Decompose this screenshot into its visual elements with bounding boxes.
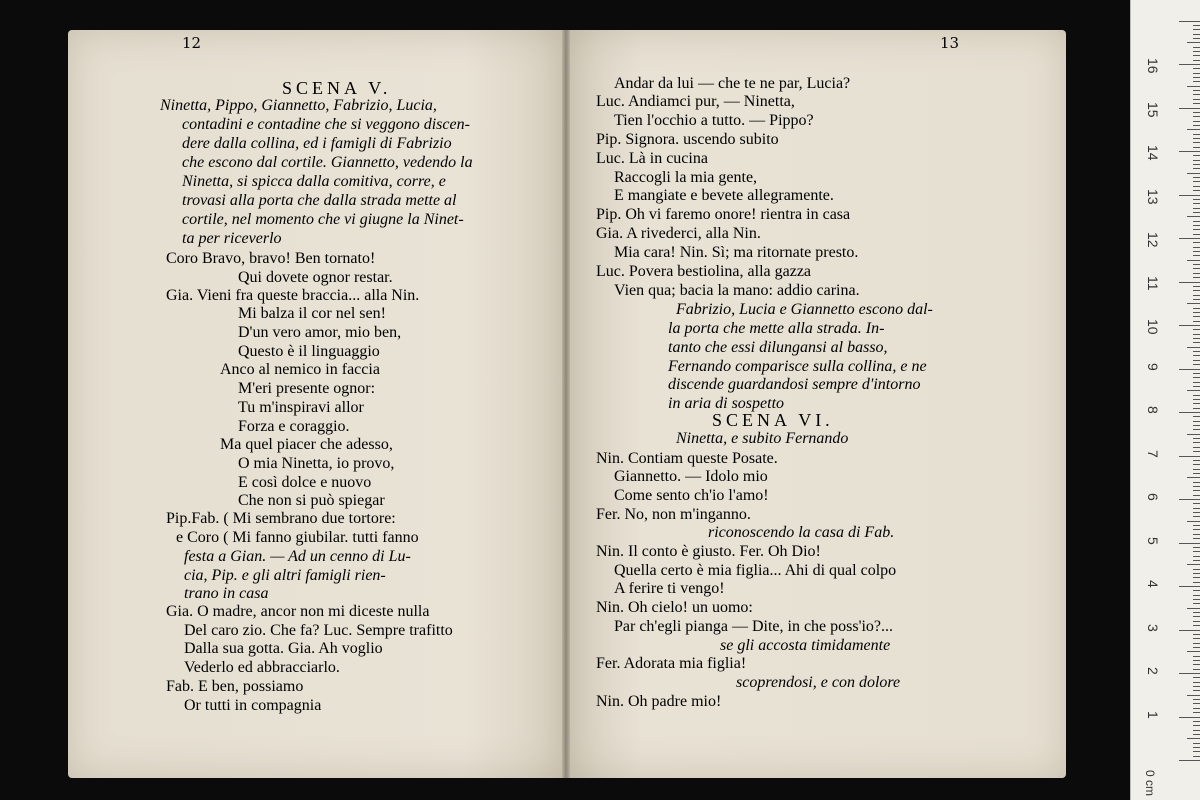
ruler-tick [1193,225,1200,226]
ruler-number: 9 [1145,362,1161,371]
right-text-line: Tien l'occhio a tutto. — Pippo? [614,112,814,129]
ruler-tick [1193,582,1200,583]
ruler-tick [1193,155,1200,156]
ruler-tick [1193,573,1200,574]
ruler-tick [1193,395,1200,396]
left-text-line: Anco al nemico in faccia [220,361,380,378]
right-text-line: Luc. Là in cucina [596,150,708,167]
ruler-tick [1193,177,1200,178]
ruler-tick [1193,416,1200,417]
ruler-tick [1193,355,1200,356]
left-text-line: Or tutti in compagnia [184,697,322,714]
ruler-tick [1193,408,1200,409]
ruler-tick [1193,229,1200,230]
left-text-line: Che non si può spiegar [238,492,385,509]
left-text-line: Ma quel piacer che adesso, [220,436,393,453]
ruler-tick [1193,386,1200,387]
ruler-number: 11 [1145,275,1161,291]
ruler-tick [1193,264,1200,265]
ruler-tick [1193,512,1200,513]
ruler-tick [1193,399,1200,400]
right-text-line: Come sento ch'io l'amo! [614,487,769,504]
left-text-line: Mi balza il cor nel sen! [238,305,386,322]
ruler-tick [1193,529,1200,530]
right-text-line: Quella certo è mia figlia... Ahi di qual colpo [614,562,897,579]
ruler-tick [1193,47,1200,48]
left-text-line: trovasi alla porta che dalla strada mette al [182,192,457,209]
right-text-line: Luc. Povera bestiolina, alla gazza [596,263,812,280]
ruler-tick [1193,699,1200,700]
ruler-tick [1193,351,1200,352]
ruler-number: 1 [1145,710,1161,719]
right-text-line: Nin. Contiam queste Posate. [596,450,778,467]
ruler-tick [1193,286,1200,287]
ruler-tick [1193,138,1200,139]
ruler-tick [1193,516,1200,517]
ruler-tick [1193,708,1200,709]
ruler-tick [1187,86,1200,87]
ruler-tick [1193,160,1200,161]
ruler-tick [1193,556,1200,557]
left-text-line: Tu m'inspiravi allor [238,399,364,416]
ruler-tick [1179,412,1200,413]
left-text-line: E così dolce e nuovo [238,474,372,491]
right-text-line: se gli accosta timidamente [720,637,891,654]
right-text-line: Giannetto. — Idolo mio [614,468,768,485]
ruler-tick [1187,608,1200,609]
ruler-tick [1187,260,1200,261]
ruler-number: 7 [1145,449,1161,458]
right-scene-title: SCENA VI. [712,410,834,430]
ruler-tick [1193,308,1200,309]
ruler-tick [1193,373,1200,374]
ruler-tick [1193,73,1200,74]
ruler-tick [1193,142,1200,143]
ruler-tick [1179,543,1200,544]
ruler-tick [1193,268,1200,269]
right-text-line: Pip. Signora. uscendo subito [596,131,779,148]
left-text-line: trano in casa [184,585,269,602]
ruler-tick [1193,255,1200,256]
ruler-tick [1193,212,1200,213]
ruler-tick [1193,690,1200,691]
ruler-tick [1193,208,1200,209]
ruler-tick [1193,321,1200,322]
right-text-line: Nin. Oh cielo! un uomo: [596,599,753,616]
ruler-tick [1193,734,1200,735]
ruler-tick [1193,147,1200,148]
ruler-tick [1187,477,1200,478]
ruler-tick [1193,377,1200,378]
right-text-line: Fer. No, non m'inganno. [596,506,751,523]
ruler-tick [1193,482,1200,483]
ruler-number: 8 [1145,406,1161,414]
right-text-line: Pip. Oh vi faremo onore! rientra in casa [596,206,851,223]
ruler-tick [1193,599,1200,600]
left-text-line: ta per riceverlo [182,230,282,247]
left-text-line: dere dalla collina, ed i famigli di Fabrizio [182,135,452,152]
ruler-tick [1193,60,1200,61]
ruler-tick [1193,451,1200,452]
left-text-line: che escono dal cortile. Giannetto, vedendo la [182,154,473,171]
ruler-tick [1193,751,1200,752]
ruler-tick [1193,121,1200,122]
right-text-line: tanto che essi dilungansi al basso, [668,339,888,356]
ruler-tick [1187,695,1200,696]
ruler-tick [1193,299,1200,300]
ruler-tick [1187,347,1200,348]
ruler-tick [1193,425,1200,426]
ruler-tick [1187,390,1200,391]
ruler-tick [1193,743,1200,744]
right-text-line: Gia. A rivederci, alla Nin. [596,225,761,242]
measurement-ruler [1130,0,1200,800]
ruler-number: 15 [1145,101,1161,118]
right-text-line: Nin. Il conto è giusto. Fer. Oh Dio! [596,543,821,560]
right-text-line: Mia cara! Nin. Sì; ma ritornate presto. [614,244,859,261]
ruler-number: 10 [1145,319,1161,335]
ruler-tick [1193,29,1200,30]
left-text-line: Gia. O madre, ancor non mi diceste nulla [166,603,430,620]
left-text-line: Questo è il linguaggio [238,343,380,360]
ruler-tick [1193,251,1200,252]
left-text-line: Fab. E ben, possiamo [166,678,304,695]
ruler-tick [1193,660,1200,661]
right-text-line: riconoscendo la casa di Fab. [708,524,895,541]
right-text-line: Fernando comparisce sulla collina, e ne [668,358,927,375]
ruler-tick [1193,703,1200,704]
right-text-line: Fabrizio, Lucia e Giannetto escono dal- [676,301,933,318]
ruler-tick [1193,460,1200,461]
left-text-line: cortile, nel momento che vi giugne la Ninet- [182,211,464,228]
ruler-tick [1193,447,1200,448]
right-text-line: Fer. Adorata mia figlia! [596,655,747,672]
left-text-line: Vederlo ed abbracciarlo. [184,659,340,676]
ruler-number: 13 [1145,188,1161,205]
ruler-tick [1179,369,1200,370]
ruler-tick [1193,125,1200,126]
ruler-tick [1193,273,1200,274]
ruler-tick [1187,303,1200,304]
ruler-tick [1193,342,1200,343]
ruler-tick [1193,473,1200,474]
ruler-tick [1193,38,1200,39]
ruler-tick [1179,499,1200,500]
ruler-tick [1193,590,1200,591]
ruler-tick [1193,538,1200,539]
ruler-number: 16 [1145,58,1161,74]
left-page-number: 12 [182,34,202,52]
ruler-tick [1179,586,1200,587]
ruler-tick [1193,295,1200,296]
ruler-tick [1179,21,1200,22]
ruler-tick [1179,151,1200,152]
right-text-line: Raccogli la mia gente, [614,169,758,186]
ruler-number: 3 [1145,623,1161,632]
ruler-tick [1193,730,1200,731]
right-text-line: A ferire ti vengo! [614,580,725,597]
ruler-tick [1193,560,1200,561]
left-text-line: Forza e coraggio. [238,418,350,435]
ruler-tick [1193,81,1200,82]
left-scene-title: SCENA V. [282,78,392,98]
ruler-tick [1193,234,1200,235]
ruler-tick [1193,547,1200,548]
ruler-tick [1193,508,1200,509]
ruler-tick [1193,603,1200,604]
ruler-tick [1193,116,1200,117]
ruler-tick [1193,756,1200,757]
left-text-line: D'un vero amor, mio ben, [238,324,402,341]
right-text-line: Nin. Oh padre mio! [596,693,722,710]
ruler-tick [1193,25,1200,26]
ruler-tick [1179,456,1200,457]
ruler-tick [1193,247,1200,248]
ruler-tick [1193,334,1200,335]
ruler-tick [1187,42,1200,43]
ruler-tick [1193,290,1200,291]
ruler-tick [1193,638,1200,639]
ruler-tick [1193,747,1200,748]
ruler-unit-label: 0 cm [1143,769,1158,797]
right-text-line: Par ch'egli pianga — Dite, in che poss'io?... [614,618,894,635]
ruler-tick [1193,686,1200,687]
ruler-tick [1193,277,1200,278]
ruler-tick [1193,203,1200,204]
ruler-number: 5 [1145,536,1161,545]
left-text-line: Del caro zio. Che fa? Luc. Sempre trafitto [184,622,453,639]
ruler-tick [1187,521,1200,522]
ruler-tick [1193,112,1200,113]
ruler-tick [1193,316,1200,317]
ruler-tick [1193,551,1200,552]
ruler-tick [1193,595,1200,596]
ruler-tick [1193,338,1200,339]
ruler-tick [1193,616,1200,617]
ruler-tick [1179,630,1200,631]
right-text-line: Andar da lui — che te ne par, Lucia? [614,75,851,92]
ruler-tick [1193,242,1200,243]
ruler-tick [1179,717,1200,718]
right-text-line: discende guardandosi sempre d'intorno [668,376,921,393]
ruler-tick [1193,190,1200,191]
ruler-tick [1179,325,1200,326]
ruler-tick [1193,534,1200,535]
ruler-tick [1193,612,1200,613]
ruler-tick [1193,103,1200,104]
ruler-tick [1193,643,1200,644]
ruler-tick [1193,682,1200,683]
ruler-tick [1193,221,1200,222]
ruler-tick [1193,486,1200,487]
right-page-number: 13 [940,34,960,52]
ruler-tick [1193,94,1200,95]
ruler-tick [1193,429,1200,430]
ruler-tick [1179,673,1200,674]
ruler-tick [1193,647,1200,648]
ruler-tick [1193,421,1200,422]
book-gutter [562,30,570,778]
left-text-line: Dalla sua gotta. Gia. Ah voglio [184,640,383,657]
left-text-line: Pip.Fab. ( Mi sembrano due tortore: [166,510,396,527]
ruler-tick [1193,438,1200,439]
right-text-line: Ninetta, e subito Fernando [676,430,849,447]
ruler-tick [1193,442,1200,443]
ruler-tick [1187,651,1200,652]
ruler-number: 14 [1145,145,1161,161]
ruler-tick [1193,329,1200,330]
left-text-line: Qui dovete ognor restar. [238,269,393,286]
ruler-tick [1193,664,1200,665]
left-text-line: O mia Ninetta, io provo, [238,455,395,472]
ruler-tick [1179,238,1200,239]
ruler-number: 12 [1145,232,1161,248]
ruler-tick [1193,469,1200,470]
ruler-tick [1193,382,1200,383]
ruler-tick [1187,173,1200,174]
left-text-line: e Coro ( Mi fanno giubilar. tutti fanno [176,529,419,546]
ruler-tick [1193,77,1200,78]
ruler-tick [1193,503,1200,504]
ruler-number: 6 [1145,493,1161,501]
left-text-line: festa a Gian. — Ad un cenno di Lu- [184,548,411,565]
ruler-tick [1193,364,1200,365]
ruler-tick [1193,199,1200,200]
ruler-tick [1179,108,1200,109]
left-text-line: Gia. Vieni fra queste braccia... alla Nin. [166,287,420,304]
ruler-tick [1193,625,1200,626]
left-text-line: Coro Bravo, bravo! Ben tornato! [166,250,376,267]
ruler-tick [1193,495,1200,496]
right-text-line: scoprendosi, e con dolore [736,674,901,691]
right-text-line: Vien qua; bacia la mano: addio carina. [614,282,860,299]
left-text-line: M'eri presente ognor: [238,380,376,397]
right-text-line: in aria di sospetto [668,395,785,412]
right-text-line: Luc. Andiamci pur, — Ninetta, [596,93,795,110]
ruler-tick [1193,721,1200,722]
ruler-tick [1193,712,1200,713]
ruler-tick [1193,490,1200,491]
ruler-tick [1193,464,1200,465]
right-text-line: E mangiate e bevete allegramente. [614,187,834,204]
ruler-tick [1193,168,1200,169]
ruler-tick [1187,216,1200,217]
ruler-tick [1187,129,1200,130]
left-text-line: contadini e contadine che si veggono discen- [182,116,470,133]
ruler-number: 2 [1145,667,1161,675]
ruler-tick [1193,403,1200,404]
ruler-tick [1193,634,1200,635]
ruler-tick [1193,312,1200,313]
ruler-tick [1193,34,1200,35]
ruler-tick [1187,434,1200,435]
ruler-tick [1193,569,1200,570]
ruler-tick [1193,621,1200,622]
ruler-tick [1193,164,1200,165]
right-text-line: la porta che mette alla strada. In- [668,320,885,337]
left-text-line: Ninetta, Pippo, Giannetto, Fabrizio, Lucia, [160,97,437,114]
ruler-tick [1179,195,1200,196]
ruler-tick [1179,760,1200,761]
ruler-tick [1187,564,1200,565]
ruler-tick [1193,656,1200,657]
ruler-tick [1193,99,1200,100]
left-text-line: Ninetta, si spicca dalla comitiva, corre, e [182,173,446,190]
ruler-tick [1193,669,1200,670]
ruler-tick [1193,181,1200,182]
ruler-tick [1193,577,1200,578]
ruler-tick [1193,360,1200,361]
ruler-tick [1193,68,1200,69]
ruler-tick [1193,677,1200,678]
ruler-tick [1193,525,1200,526]
ruler-tick [1193,186,1200,187]
ruler-tick [1179,282,1200,283]
ruler-tick [1179,64,1200,65]
ruler-tick [1193,725,1200,726]
ruler-tick [1187,738,1200,739]
ruler-tick [1193,90,1200,91]
left-text-line: cia, Pip. e gli altri famigli rien- [184,567,386,584]
ruler-tick [1193,51,1200,52]
ruler-tick [1193,134,1200,135]
ruler-tick [1193,55,1200,56]
ruler-number: 4 [1145,580,1161,588]
